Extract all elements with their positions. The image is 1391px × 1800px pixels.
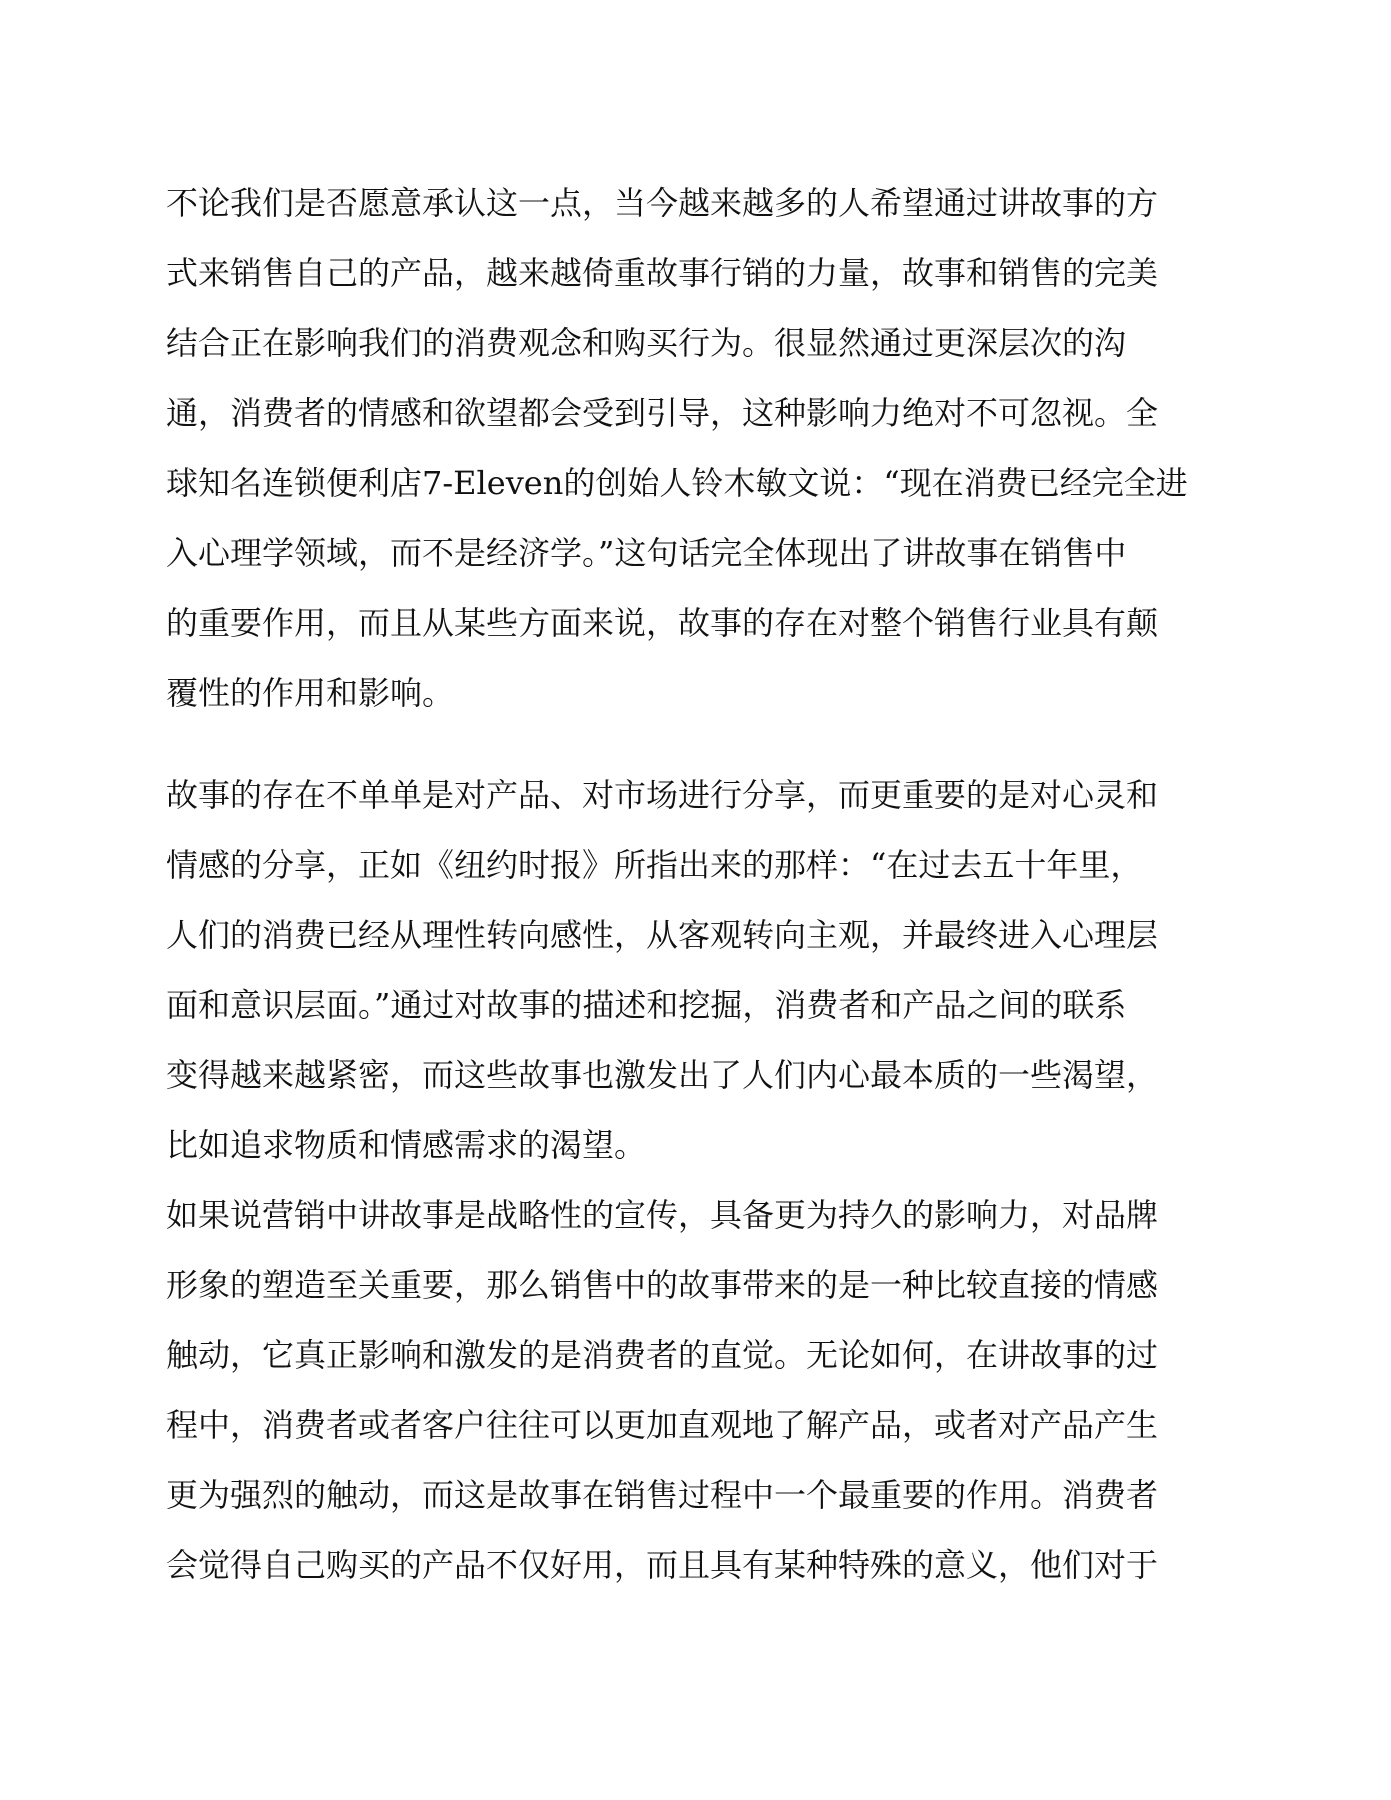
- paragraph-line: 形象的塑造至关重要，那么销售中的故事带来的是一种比较直接的情感: [166, 1266, 1159, 1304]
- paragraph-line: 程中，消费者或者客户往往可以更加直观地了解产品，或者对产品产生: [166, 1406, 1159, 1444]
- paragraph-1: [166, 168, 1188, 728]
- paragraph-line: 故事的存在不单单是对产品、对市场进行分享，而更重要的是对心灵和: [166, 776, 1159, 814]
- paragraph-line: 变得越来越紧密，而这些故事也激发出了人们内心最本质的一些渴望，: [166, 1056, 1159, 1094]
- paragraph-line: 的重要作用，而且从某些方面来说，故事的存在对整个销售行业具有颠: [166, 604, 1159, 642]
- paragraph-2: [166, 760, 1158, 1180]
- paragraph-line: 结合正在影响我们的消费观念和购买行为。很显然通过更深层次的沟: [166, 324, 1127, 362]
- paragraph-line: 覆性的作用和影响。: [166, 674, 455, 712]
- paragraph-line: 会觉得自己购买的产品不仅好用，而且具有某种特殊的意义，他们对于: [166, 1546, 1159, 1584]
- paragraph-line: 比如追求物质和情感需求的渴望。: [166, 1126, 647, 1164]
- paragraph-line: 触动，它真正影响和激发的是消费者的直觉。无论如何，在讲故事的过: [166, 1336, 1159, 1374]
- paragraph-line: 面和意识层面。”通过对故事的描述和挖掘，消费者和产品之间的联系: [166, 986, 1127, 1024]
- paragraph-line: 情感的分享，正如《纽约时报》所指出来的那样：“在过去五十年里，: [166, 846, 1143, 884]
- paragraph-line: 不论我们是否愿意承认这一点，当今越来越多的人希望通过讲故事的方: [166, 184, 1159, 222]
- paragraph-line: 更为强烈的触动，而这是故事在销售过程中一个最重要的作用。消费者: [166, 1476, 1159, 1514]
- paragraph-line: 通，消费者的情感和欲望都会受到引导，这种影响力绝对不可忽视。全: [166, 394, 1159, 432]
- paragraph-3: [166, 1180, 1158, 1600]
- paragraph-line: 人们的消费已经从理性转向感性，从客观转向主观，并最终进入心理层: [166, 916, 1159, 954]
- paragraph-line: 球知名连锁便利店7-Eleven的创始人铃木敏文说：“现在消费已经完全进: [166, 464, 1188, 502]
- paragraph-line: 如果说营销中讲故事是战略性的宣传，具备更为持久的影响力，对品牌: [166, 1196, 1159, 1234]
- paragraph-line: 入心理学领域，而不是经济学。”这句话完全体现出了讲故事在销售中: [166, 534, 1127, 572]
- paragraph-line: 式来销售自己的产品，越来越倚重故事行销的力量，故事和销售的完美: [166, 254, 1159, 292]
